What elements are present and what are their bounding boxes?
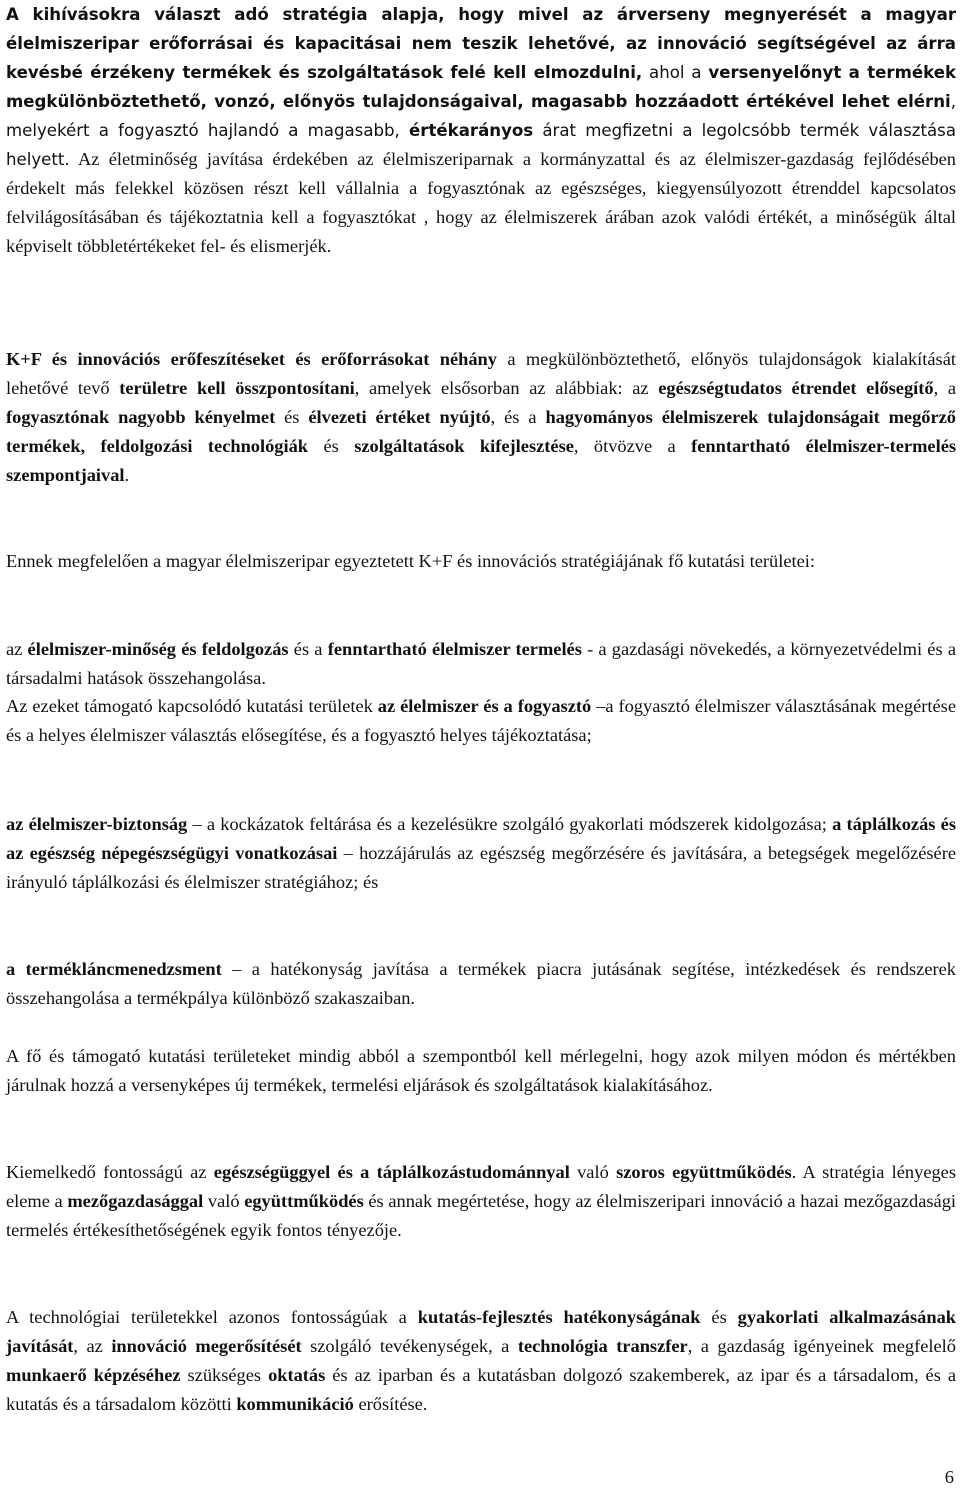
bold-text-run: hagyományos élelmiszerek tulajdonságait megőrző termékek, feldolgozási technológiák — [6, 407, 957, 456]
bold-text-run: értékarányos — [409, 121, 534, 140]
bold-text-run: kommunikáció — [236, 1394, 354, 1414]
bold-text-run: a táplálkozás és az egészség népegészségügyi vonatkozásai — [6, 814, 956, 863]
bold-text-run: az élelmiszer-biztonság — [6, 814, 188, 834]
bold-text-run: együttműködés — [244, 1191, 364, 1211]
text-run: - a gazdasági növekedés, a környezetvédelmi és a társadalmi hatások összehangolása. — [6, 639, 956, 688]
bold-text-run: innováció megerősítését — [111, 1336, 302, 1356]
text-run: Az ezeket támogató kapcsolódó kutatási területek — [6, 696, 378, 716]
bold-text-run: K+F és innovációs erőfeszítéseket és erőforrásokat néhány — [6, 349, 497, 369]
text-run: – a kockázatok feltárása és a kezelésükre szolgáló gyakorlati módszerek kidolgozása; — [187, 814, 833, 834]
bold-text-run: fenntartható élelmiszer-termelés szempontjaival — [6, 436, 957, 485]
text-run: , a — [933, 378, 956, 398]
bold-text-run: az élelmiszer és a fogyasztó — [377, 696, 592, 716]
text-run: A technológiai területekkel azonos fontosságúak a — [6, 1307, 418, 1327]
bold-text-run: versenyelőnyt a termékek megkülönböztethető, vonzó, előnyös tulajdonságaival, magasabb hozzáadott értékével lehet elérni — [6, 63, 956, 111]
bold-text-run: fenntartható élelmiszer termelés — [327, 639, 582, 659]
text-run: . A stratégia lényeges eleme a — [6, 1162, 957, 1211]
text-run: . — [124, 465, 130, 485]
text-run: –a fogyasztó élelmiszer választásának megértése és a helyes élelmiszer választás elősegítése, és a fogyasztó helyes tájékoztatása; — [6, 696, 957, 745]
text-run: Ennek megfelelően a magyar élelmiszeripar egyeztetett K+F és innovációs stratégiájának fő kutatási területei: — [6, 551, 816, 571]
bold-text-run: szoros együttműködés — [616, 1162, 792, 1182]
bold-text-run: egészségtudatos étrendet elősegítő — [658, 378, 934, 398]
text-run: , melyekért a fogyasztó hajlandó a magasabb, — [6, 92, 956, 140]
bold-text-run: kutatás-fejlesztés hatékonyságának — [417, 1307, 701, 1327]
text-run: – hozzájárulás az egészség megőrzésére és javítására, a betegségek megelőzésére irányuló táplálkozási és élelmiszer stratégiához; és — [6, 843, 956, 892]
bold-text-run: fogyasztónak nagyobb kényelmet — [6, 407, 276, 427]
text-run: , a gazdaság igényeinek megfelelő — [687, 1336, 956, 1356]
text-run: és annak megértetése, hogy az élelmiszeripari innováció a hazai mezőgazdasági termelés értékesíthetőségének egyik fontos tényezője. — [6, 1191, 957, 1240]
text-run: erősítése. — [353, 1394, 428, 1414]
bold-text-run: munkaerő képzéséhez — [6, 1365, 181, 1385]
paragraph-technology-areas — [6, 1303, 956, 1419]
text-run: , és a — [490, 407, 546, 427]
text-run: árat megfizetni a legolcsóbb termék választása helyett. — [6, 121, 956, 169]
text-run: – a hatékonyság javítása a termékek piacra jutásának segítése, intézkedések és rendszerek összehangolása a termékpálya különböző szakaszaiban. — [6, 959, 956, 1008]
bold-text-run: területre kell összpontosítani — [119, 378, 355, 398]
bold-text-run: A kihívásokra választ adó stratégia alapja, hogy mivel az árverseny megnyerését a magyar élelmiszeripar erőforrásai és kapacitásai nem teszik lehetővé, az innováció segítségével az árra kevésbé érzékeny termékek és szolgáltatások felé kell elmozdulni, — [6, 5, 956, 82]
bold-text-run: technológia transzfer — [517, 1336, 688, 1356]
text-run: való — [569, 1162, 617, 1182]
bold-text-run: a termékláncmenedzsment — [6, 959, 222, 979]
paragraph-rd-focus — [6, 345, 956, 490]
text-run: és — [275, 407, 309, 427]
bold-text-run: gyakorlati alkalmazásának javítását — [6, 1307, 957, 1356]
text-run: az — [6, 639, 28, 659]
text-run: , amelyek elsősorban az alábbiak: az — [354, 378, 659, 398]
paragraph-cooperation — [6, 1158, 956, 1245]
text-run: Kiemelkedő fontosságú az — [6, 1162, 214, 1182]
bold-text-run: mezőgazdasággal — [67, 1191, 204, 1211]
text-run: szükséges — [180, 1365, 269, 1385]
paragraph-intro-strategy — [6, 0, 956, 261]
text-run: , ötvözve a — [573, 436, 692, 456]
paragraph-research-areas-intro — [6, 547, 956, 576]
paragraph-food-quality — [6, 635, 956, 693]
text-run: és az iparban és a kutatásban dolgozó szakemberek, az ipar és a társadalom, és a kutatás és a társadalom közötti — [6, 1365, 956, 1414]
bold-text-run: élelmiszer-minőség és feldolgozás — [27, 639, 289, 659]
text-run: a megkülönböztethető, előnyös tulajdonságok kialakítását lehetővé tevő — [6, 349, 956, 398]
text-run: szolgáló tevékenységek, a — [301, 1336, 518, 1356]
bold-text-run: élvezeti értéket nyújtó — [308, 407, 491, 427]
page-number: 6 — [944, 1467, 954, 1487]
paragraph-supply-chain — [6, 955, 956, 1013]
paragraph-food-and-consumer — [6, 692, 956, 750]
bold-text-run: oktatás — [268, 1365, 326, 1385]
text-run: ahol a — [642, 63, 709, 82]
text-run: Az életminőség javítása érdekében az élelmiszeriparnak a kormányzattal és az élelmiszer-gazdaság fejlődésében érdekelt más felekkel közösen részt kell vállalnia a fogyasztónak az egészséges, kiegyensúlyozott étrenddel kapcsolatos felvilágosításában és tájékoztatnia kell a fogyasztókat , hogy az élelmiszerek árában azok valódi értékét, a minőségük által képviselt többletértékeket fel- és elismerjék. — [6, 149, 956, 256]
paragraph-food-safety — [6, 810, 956, 897]
text-run: való — [203, 1191, 245, 1211]
text-run: és a — [288, 639, 328, 659]
text-run: és — [700, 1307, 738, 1327]
text-run: A fő és támogató kutatási területeket mindig abból a szempontból kell mérlegelni, hogy azok milyen módon és mértékben járulnak hozzá a versenyképes új termékek, termelési eljárások és szolgáltatások kialakításához. — [6, 1046, 956, 1095]
bold-text-run: szolgáltatások kifejlesztése — [354, 436, 574, 456]
text-run: , az — [73, 1336, 112, 1356]
paragraph-evaluation — [6, 1042, 956, 1100]
bold-text-run: egészségüggyel és a táplálkozástudománnyal — [213, 1162, 570, 1182]
text-run: és — [308, 436, 355, 456]
